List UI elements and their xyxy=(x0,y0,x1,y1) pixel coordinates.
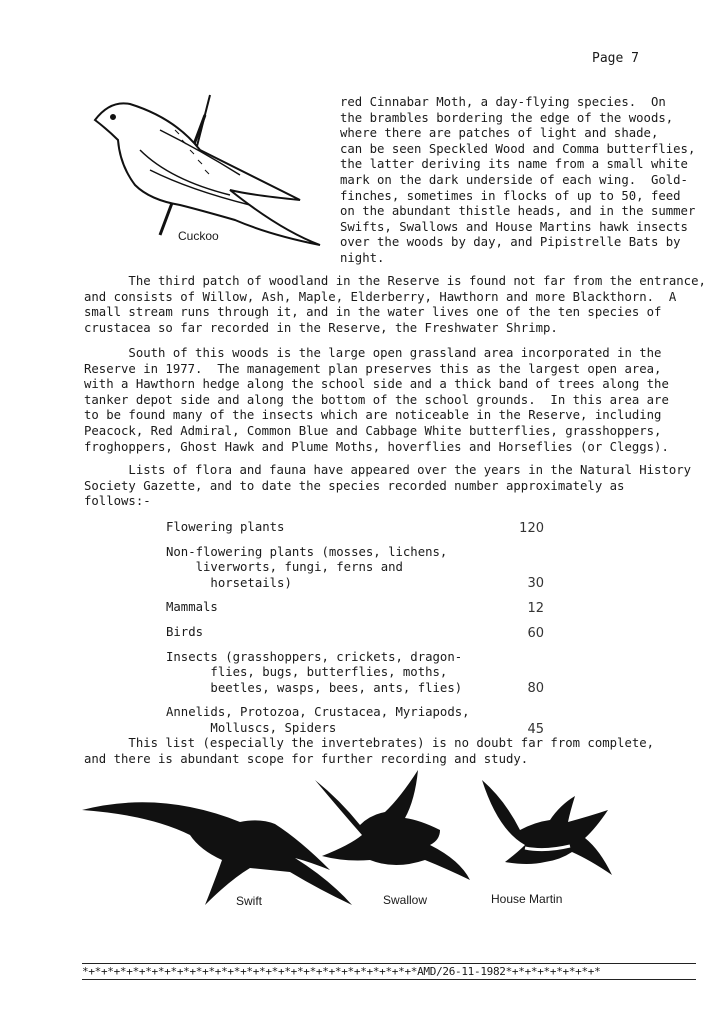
paragraph-lists: Lists of flora and fauna have appeared over the years in the Natural History Society Gazette, and to date the species recorded number approximately as follows:- xyxy=(84,463,692,509)
species-count: 30 xyxy=(527,576,544,592)
species-label: Flowering plants xyxy=(166,520,285,534)
paragraph-grassland: South of this woods is the large open grassland area incorporated in the Reserve in 1977. The management plan preserves this as the largest open area, with a Hawthorn hedge along the school side and a thick band of trees along the tanker depot side and along the bottom of the school grounds. In this area are to be found many of the insects which are noticeable in the Reserve, including Peacock, Red Admiral, Common Blue and Cabbage White butterflies, grasshoppers, froghoppers, Ghost Hawk and Plume Moths, hoverflies and Horseflies (or Cleggs). xyxy=(84,346,669,454)
swift-caption: Swift xyxy=(236,894,263,908)
swallow-caption: Swallow xyxy=(383,893,428,907)
species-count: 12 xyxy=(527,600,544,616)
house-martin-illustration xyxy=(482,780,612,875)
cuckoo-caption: Cuckoo xyxy=(178,229,219,243)
swift-illustration xyxy=(82,802,352,905)
paragraph-conclusion: This list (especially the invertebrates) is no doubt far from complete, and there is abundant scope for further recording and study. xyxy=(84,736,655,766)
species-label: Insects (grasshoppers, crickets, dragon- flies, bugs, butterflies, moths, beetles, wasps, bees, ants, flies) xyxy=(166,649,463,695)
table-row xyxy=(166,600,586,616)
table-row xyxy=(166,520,586,536)
house-martin-caption: House Martin xyxy=(491,892,563,906)
page-number: Page 7 xyxy=(592,51,639,66)
intro-text: red Cinnabar Moth, a day-flying species. On the brambles bordering the edge of the woods, where there are patches of light and shade, can be seen Speckled Wood and Comma butterflies, the latter deriving its name from a small white mark on the dark underside of each wing. Gold- finches, sometimes in flocks of up to 50, feed on the abundant thistle heads, and in the summer Swifts, Swallows and House Martins hawk insects over the woods by day, and Pipistrelle Bats by night. xyxy=(340,95,696,265)
species-label: Annelids, Protozoa, Crustacea, Myriapods, Molluscs, Spiders xyxy=(166,705,470,735)
table-row xyxy=(166,650,586,697)
table-row xyxy=(166,705,586,736)
species-label: Birds xyxy=(166,624,204,639)
footer-rule: *+*+*+*+*+*+*+*+*+*+*+*+*+*+*+*+*+*+*+*+*+*+*+*+*+*+*AMD/26-11-1982*+*+*+*+*+*+*+* xyxy=(82,963,696,980)
table-row xyxy=(166,545,586,592)
species-count: 60 xyxy=(527,625,544,641)
table-row xyxy=(166,625,586,641)
cuckoo-illustration xyxy=(95,95,320,245)
species-count: 120 xyxy=(519,520,544,536)
swallow-illustration xyxy=(315,770,470,880)
species-label: Mammals xyxy=(166,600,218,615)
species-count: 45 xyxy=(527,721,544,737)
species-label: Non-flowering plants (mosses, lichens, liverworts, fungi, ferns and horsetails) xyxy=(166,544,448,590)
species-table xyxy=(166,520,586,746)
paragraph-woodland: The third patch of woodland in the Reserve is found not far from the entrance, and consists of Willow, Ash, Maple, Elderberry, Hawthorn and more Blackthorn. A small stream runs through it, and in the water lives one of the ten species of crustacea so far recorded in the Reserve, the Freshwater Shrimp. xyxy=(84,274,706,335)
species-count: 80 xyxy=(527,681,544,697)
